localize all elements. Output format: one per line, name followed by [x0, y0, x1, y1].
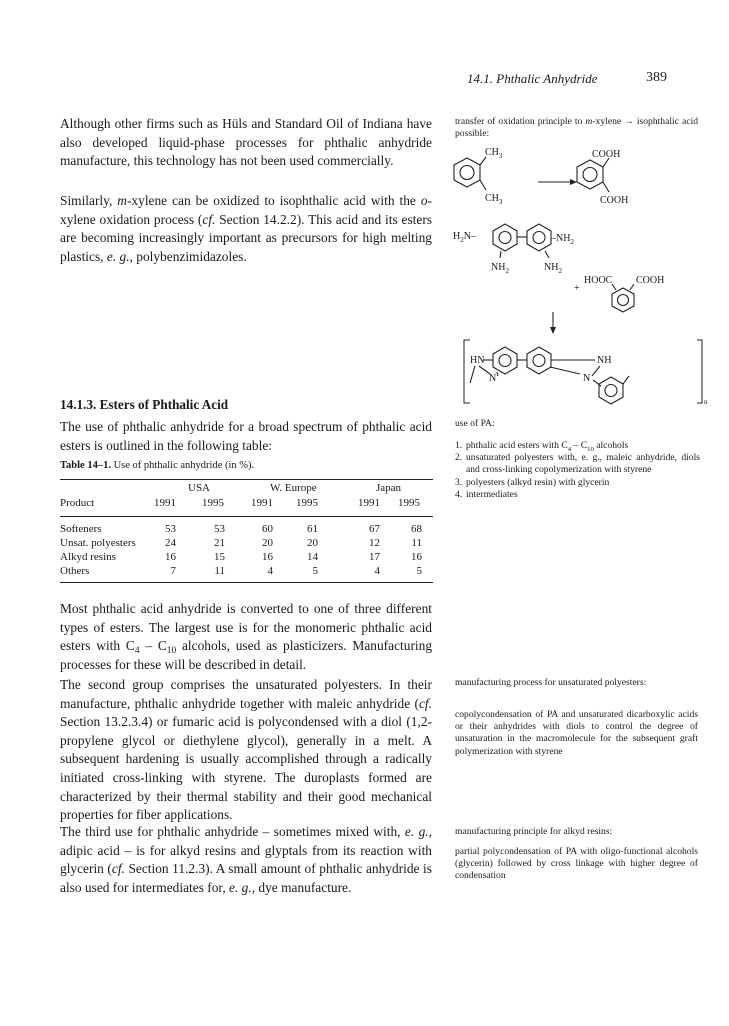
n-label: N [489, 373, 497, 384]
plus-sign: + [574, 283, 580, 294]
list-item: 2. unsaturated polyesters with, e. g., maleic anhydride, diols and cross-linking copolymerization with styrene [455, 452, 700, 476]
table-cell: 11 [411, 537, 422, 549]
ch3-label: $CH_3$ [485, 147, 503, 160]
nh2-label: $NH_2$ [544, 262, 562, 275]
nh-label: NH [597, 355, 612, 366]
table-cell: 20 [262, 537, 273, 549]
table-cell: 67 [369, 523, 380, 535]
paragraph-m-xylene: Similarly, m-xylene can be oxidized to isophthalic acid with the o-xylene oxidation process (cf. Section 14.2.2). This acid and its esters are becoming increasingly important as precursors for high melting plastics, e. g., polybenzimidazoles. [60, 193, 432, 264]
table-cell: 68 [411, 523, 422, 535]
margin-note-transfer: transfer of oxidation principle to m-xylene → isophthalic acid possible: [455, 116, 698, 140]
margin-note-partial-polycondensation: partial polycondensation of PA with oligo-functional alcohols (glycerin) followed by cross linkage with higher degree of condensation [455, 846, 698, 882]
table-cell: 53 [214, 523, 225, 535]
paragraph-alkyd-resins: The third use for phthalic anhydride – sometimes mixed with, e. g., adipic acid – is for alkyd resins and glyptals from its reaction with glycerin (cf. Section 11.2.3). A small amount of phthalic anhydride is also used for intermediates for, e. g., dye manufacture. [60, 824, 432, 895]
table-cell: 20 [307, 537, 318, 549]
use-of-pa-list [455, 440, 700, 501]
table-cell-product: Softeners [60, 523, 102, 535]
table-cell: 16 [411, 551, 422, 563]
margin-note-copolycondensation: copolycondensation of PA and unsaturated dicarboxylic acids or their anhydrides with diols to control the degree of unsaturation in the macromolecule for the subsequent graft polymerization with styrene [455, 709, 698, 757]
cooh-label: COOH [592, 149, 621, 160]
cooh-label: COOH [600, 195, 629, 206]
table-group-japan: Japan [376, 482, 402, 494]
benzene-ring-icon [577, 158, 609, 192]
h2n-label: $H_2N-$ [453, 231, 476, 244]
table-cell: 15 [214, 551, 225, 563]
paragraph-liquid-phase: Although other firms such as Hüls and Standard Oil of Indiana have also developed liquid-phase processes for phthalic anhydride manufacture, this technology has not been used commercially. [60, 116, 432, 169]
table-header-year: 1991 [154, 497, 176, 509]
nh2-label: $NH_2$ [491, 262, 509, 275]
table-header-year: 1991 [358, 497, 380, 509]
table-cell: 4 [267, 565, 273, 577]
table-cell: 12 [369, 537, 380, 549]
benzene-ring-icon [454, 157, 486, 190]
benzene-ring-icon [493, 224, 551, 258]
table-header-year: 1995 [398, 497, 420, 509]
cooh-label: COOH [636, 275, 665, 286]
table-caption: Table 14–1. Use of phthalic anhydride (in %). [60, 460, 255, 471]
table-group-usa: USA [188, 482, 211, 494]
table-cell: 16 [262, 551, 273, 563]
margin-note-unsat-process: manufacturing process for unsaturated polyesters: [455, 677, 647, 688]
table-cell: 24 [165, 537, 176, 549]
table-cell: 4 [374, 565, 380, 577]
hooc-label: HOOC [584, 275, 613, 286]
ch3-label: $CH_3$ [485, 193, 503, 206]
table-group-weurope: W. Europe [270, 482, 317, 494]
table-cell: 53 [165, 523, 176, 535]
reaction-arrow-icon [550, 312, 556, 334]
section-heading: 14.1.3. Esters of Phthalic Acid [60, 397, 229, 412]
table-header-year: 1991 [251, 497, 273, 509]
table-cell-product: Others [60, 565, 90, 577]
table-cell: 61 [307, 523, 318, 535]
list-item: 3. polyesters (alkyd resin) with glycerin [455, 476, 610, 488]
running-header-title: 14.1. Phthalic Anhydride [467, 71, 598, 86]
table-header-product: Product [60, 497, 95, 509]
n-label: N [583, 373, 591, 384]
nh2-label: $-NH_2$ [551, 233, 574, 246]
paragraph-esters-intro: The use of phthalic anhydride for a broad spectrum of phthalic acid esters is outlined in the following table: [60, 419, 432, 453]
chemical-scheme [450, 140, 710, 410]
margin-note-alkyd-principle: manufacturing principle for alkyd resins: [455, 826, 613, 837]
table-cell-product: Alkyd resins [60, 551, 116, 563]
use-of-pa-title: use of PA: [455, 418, 495, 429]
hn-label: HN [470, 355, 485, 366]
table-cell: 21 [214, 537, 225, 549]
table-cell: 7 [170, 565, 176, 577]
paragraph-three-ester-types: Most phthalic acid anhydride is converted to one of three different types of esters. The largest use is for the monomeric phthalic acid esters with $C_4 - C_{10}$ alcohols, used as plasticizers. Manufacturing processes for these will be described in detail. [60, 601, 433, 672]
table-cell: 11 [214, 565, 225, 577]
reaction-arrow-icon [538, 179, 577, 185]
benzene-ring-icon [612, 284, 634, 312]
table-cell: 5 [416, 565, 422, 577]
table-header-year: 1995 [202, 497, 224, 509]
table-cell-product: Unsat. polyesters [60, 537, 136, 549]
table-cell: 14 [307, 551, 318, 563]
list-item: 1. phthalic acid esters with $C_4 - C_{10}$ alcohols [455, 440, 629, 453]
list-item: 4. intermediates [455, 488, 518, 500]
page-number: 389 [646, 70, 667, 85]
table-cell: 5 [312, 565, 318, 577]
table-cell: 60 [262, 523, 273, 535]
table-cell: 17 [369, 551, 380, 563]
table-header-year: 1995 [296, 497, 318, 509]
repeat-n-label: n [704, 398, 708, 406]
table-cell: 16 [165, 551, 176, 563]
paragraph-unsaturated-polyesters: The second group comprises the unsaturated polyesters. In their manufacture, phthalic anhydride together with maleic anhydride (cf. Section 13.2.3.4) or fumaric acid is polycondensed with a diol (1,2-propylene glycol or diethylene glycol), generally in a melt. A subsequent hardening is usually accomplished through a radically initiated cross-linking with styrene. The duroplasts formed are characterized by their thermal stability and their good mechanical properties for fiber applications. [60, 677, 432, 823]
